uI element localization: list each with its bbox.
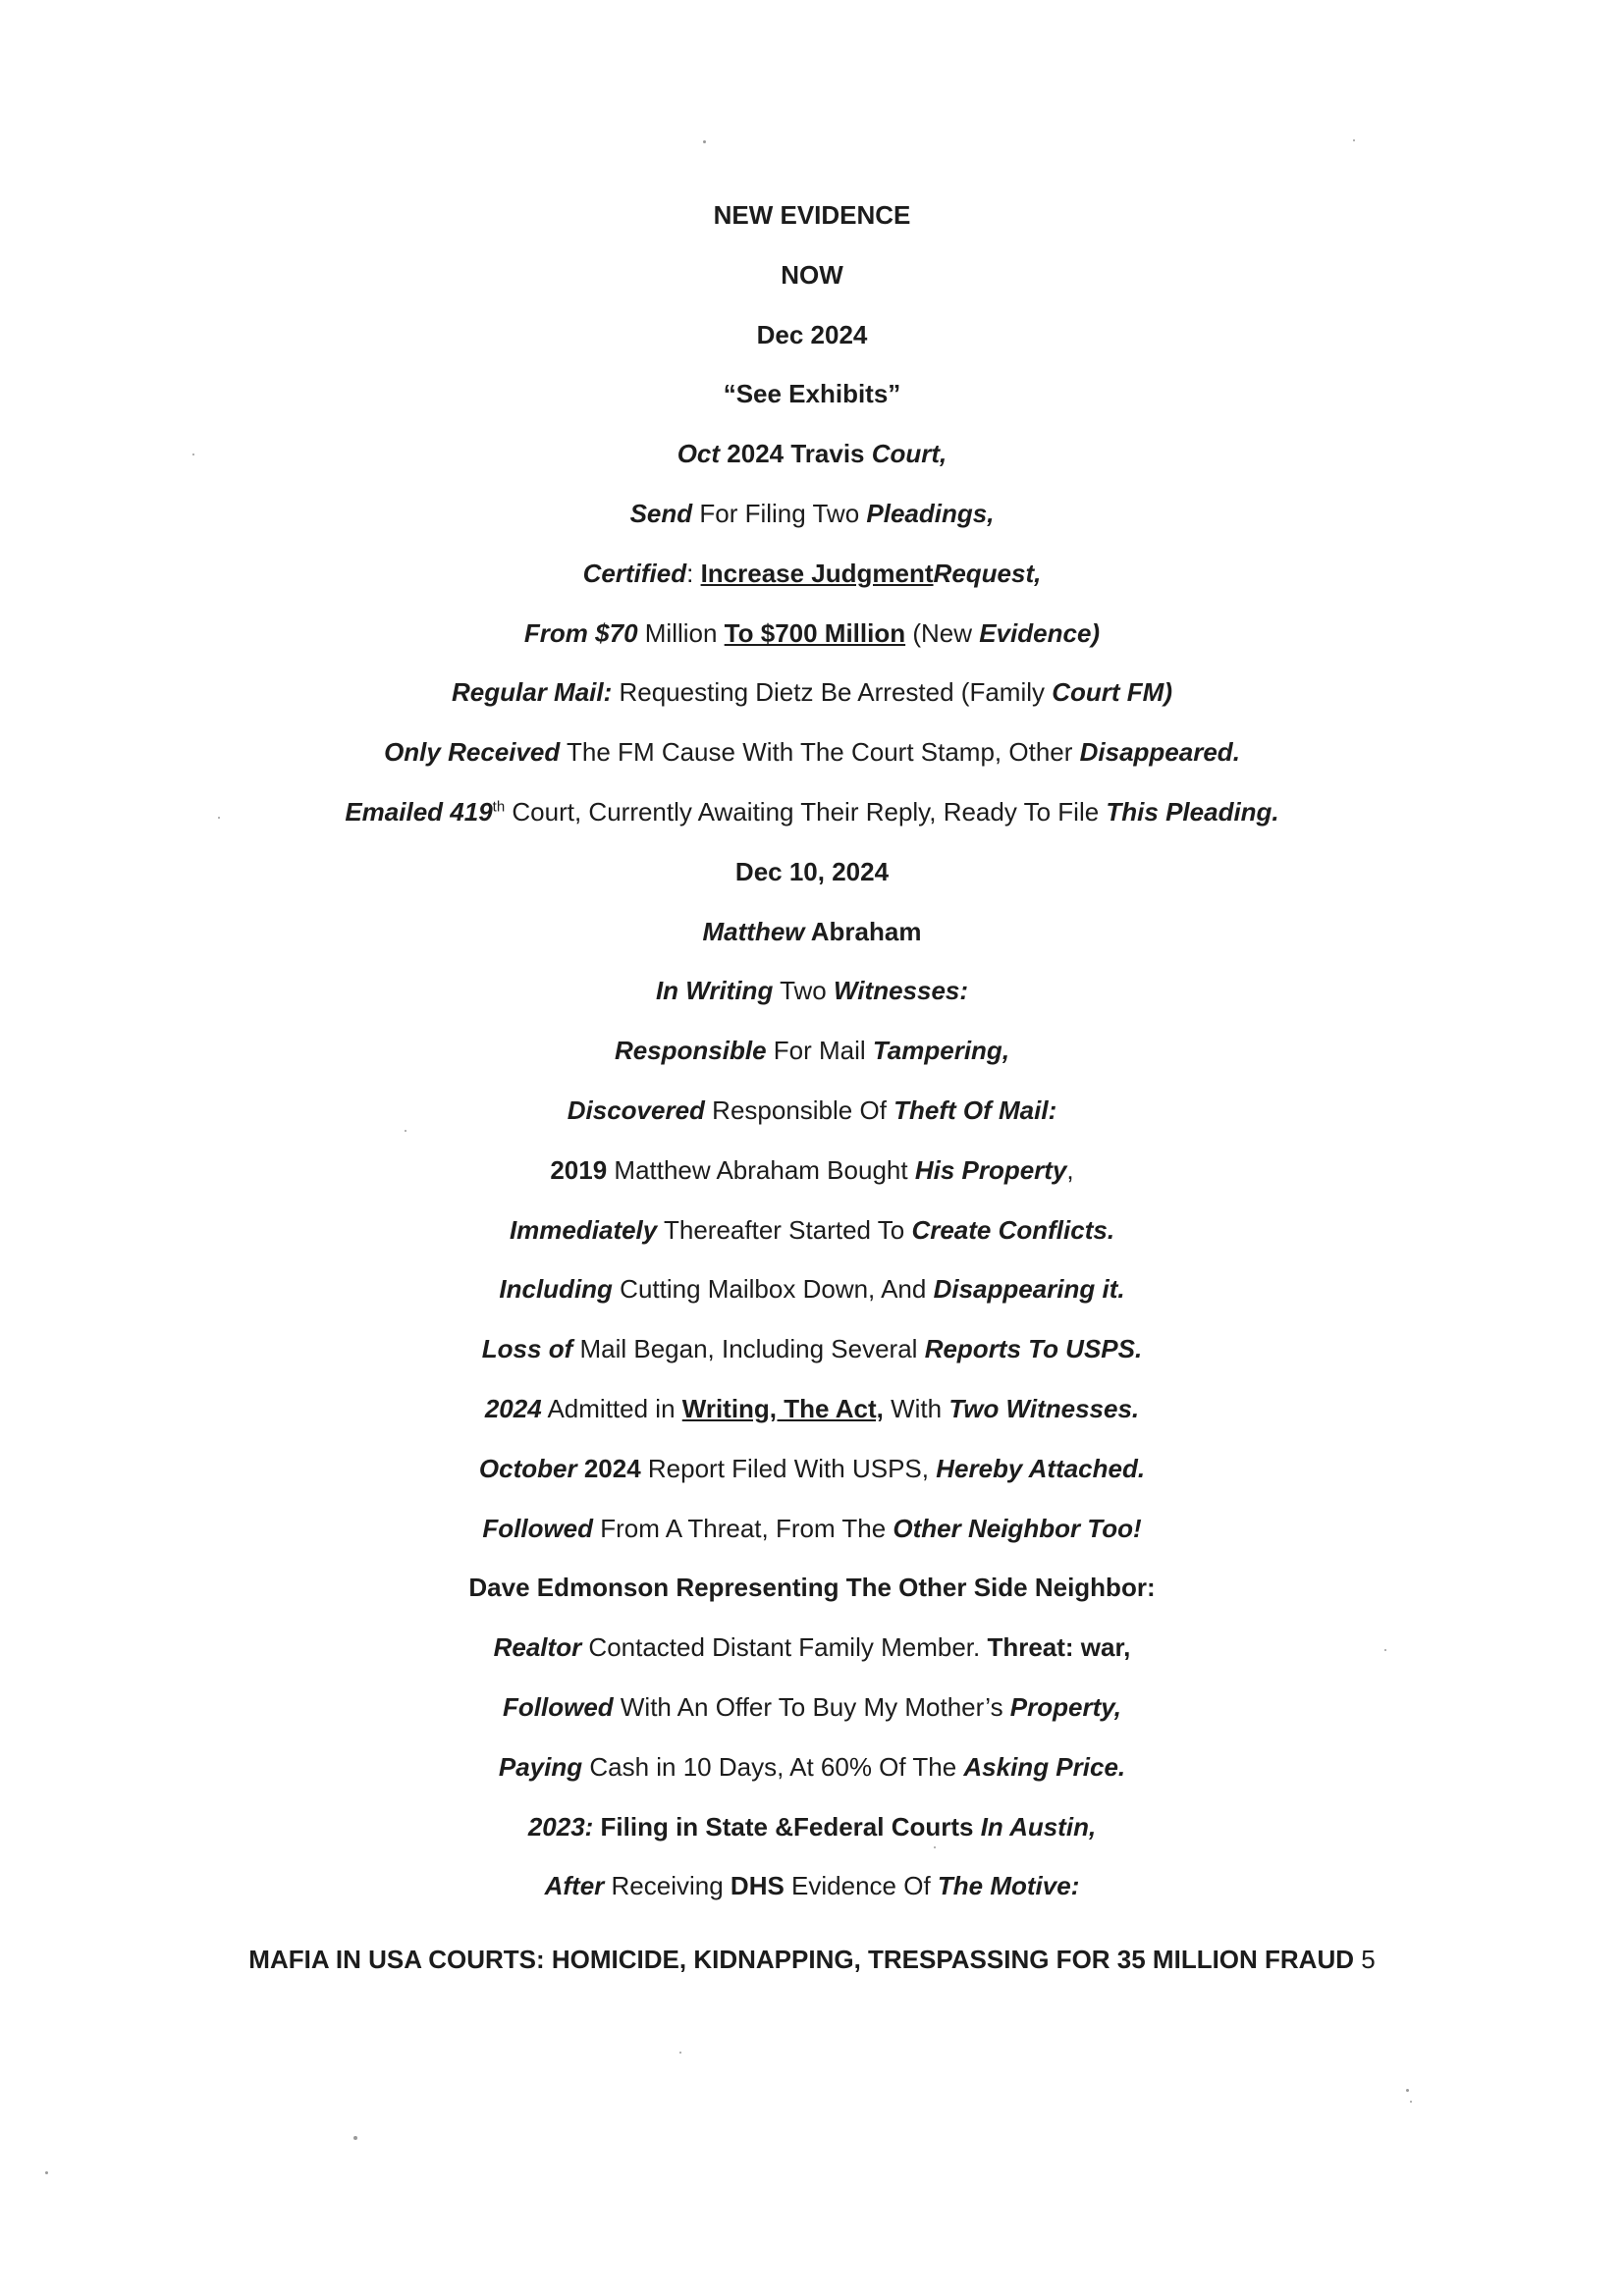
text-run: With xyxy=(883,1394,949,1423)
scan-speck xyxy=(45,2171,48,2174)
document-line xyxy=(0,915,1624,948)
text-run: Only Received xyxy=(384,737,561,767)
text-run: For Filing Two xyxy=(692,499,867,528)
text-run: Disappeared. xyxy=(1079,737,1240,767)
text-run: NEW EVIDENCE xyxy=(713,200,911,230)
document-line xyxy=(0,1571,1624,1604)
document-line xyxy=(0,1869,1624,1902)
text-run: : xyxy=(686,559,701,588)
page-number: 5 xyxy=(1361,1945,1376,1974)
text-run: Discovered xyxy=(567,1095,705,1125)
document-line xyxy=(0,974,1624,1007)
document-line xyxy=(0,1392,1624,1425)
document-line xyxy=(0,198,1624,232)
text-run: With An Offer To Buy My Mother’s xyxy=(613,1692,1010,1722)
scan-speck xyxy=(405,1130,406,1132)
text-run: Paying xyxy=(498,1752,583,1782)
text-run: Court, xyxy=(871,439,947,468)
text-run: Dave Edmonson Representing The Other Side Neighbor: xyxy=(468,1573,1156,1602)
text-run: Requesting Dietz Be Arrested (Family xyxy=(612,677,1053,707)
text-run: Witnesses: xyxy=(834,976,969,1005)
footer-title: MAFIA IN USA COURTS: HOMICIDE, KIDNAPPING, TRESPASSING FOR 35 MILLION FRAUD xyxy=(248,1945,1355,1974)
text-run: Property, xyxy=(1009,1692,1121,1722)
document-line xyxy=(0,437,1624,470)
document-line xyxy=(0,1034,1624,1067)
text-run: To $700 Million xyxy=(724,618,906,648)
text-run: Reports To USPS. xyxy=(924,1334,1143,1363)
text-run: “See Exhibits” xyxy=(723,379,901,408)
document-line xyxy=(0,1213,1624,1247)
text-run: The Motive: xyxy=(937,1871,1080,1900)
text-run: Threat: war, xyxy=(987,1632,1131,1662)
text-run: Regular Mail: xyxy=(452,677,613,707)
document-line xyxy=(0,1272,1624,1306)
document-line xyxy=(0,795,1624,828)
document-line xyxy=(0,1512,1624,1545)
text-run: Court FM) xyxy=(1052,677,1172,707)
text-run: Abraham xyxy=(804,917,922,946)
scan-speck xyxy=(703,140,706,143)
text-run: From $70 xyxy=(523,618,638,648)
text-run: Report Filed With USPS, xyxy=(640,1454,937,1483)
text-run: , xyxy=(1066,1155,1074,1185)
text-run: From A Threat, From The xyxy=(593,1514,893,1543)
text-run: (New xyxy=(905,618,980,648)
text-run: Writing, The Act, xyxy=(681,1394,884,1423)
text-run: Cash in 10 Days, At 60% Of The xyxy=(582,1752,964,1782)
text-run: Send xyxy=(629,499,693,528)
text-run: Responsible Of xyxy=(704,1095,894,1125)
text-run: Million xyxy=(637,618,725,648)
text-run: Loss of xyxy=(481,1334,573,1363)
text-run: NOW xyxy=(781,260,843,290)
text-run: Followed xyxy=(503,1692,614,1722)
text-run: 2024 Travis xyxy=(720,439,872,468)
text-run: For Mail xyxy=(766,1036,873,1065)
text-run: Theft Of Mail: xyxy=(893,1095,1057,1125)
text-run: Asking Price. xyxy=(963,1752,1126,1782)
text-run: Contacted Distant Family Member. xyxy=(581,1632,988,1662)
text-run: Create Conflicts. xyxy=(911,1215,1115,1245)
text-run: Two xyxy=(773,976,834,1005)
document-line xyxy=(0,1630,1624,1664)
text-run: Certified xyxy=(582,559,687,588)
text-run: Dec 2024 xyxy=(756,320,868,349)
document-line xyxy=(0,855,1624,888)
text-run: The FM Cause With The Court Stamp, Other xyxy=(560,737,1080,767)
scan-speck xyxy=(218,817,220,819)
text-run: Pleadings, xyxy=(866,499,995,528)
text-run: Including xyxy=(499,1274,613,1304)
scan-speck xyxy=(353,2136,357,2140)
scan-speck xyxy=(1353,139,1355,141)
page-footer xyxy=(0,1943,1624,1976)
text-run: Increase Judgment xyxy=(700,559,934,588)
text-run: Dec 10, 2024 xyxy=(734,857,890,886)
text-run: 2019 xyxy=(550,1155,608,1185)
document-line xyxy=(0,1750,1624,1784)
scan-speck xyxy=(679,2052,681,2054)
document-line xyxy=(0,258,1624,292)
scan-speck xyxy=(1384,1649,1386,1651)
text-run: After xyxy=(544,1871,605,1900)
text-run: Hereby Attached. xyxy=(936,1454,1146,1483)
text-run: His Property xyxy=(914,1155,1067,1185)
document-line xyxy=(0,616,1624,650)
text-run: Other Neighbor Too! xyxy=(893,1514,1142,1543)
text-run: Matthew Abraham Bought xyxy=(607,1155,915,1185)
text-run: 2023: xyxy=(527,1812,594,1842)
text-run: Court, Currently Awaiting Their Reply, Ready To File xyxy=(505,797,1107,827)
text-run: In Austin, xyxy=(980,1812,1097,1842)
scan-speck xyxy=(1406,2089,1409,2092)
document-line xyxy=(0,1452,1624,1485)
text-run: Realtor xyxy=(493,1632,582,1662)
text-run: Matthew xyxy=(702,917,805,946)
text-run: Thereafter Started To xyxy=(657,1215,912,1245)
text-run: Cutting Mailbox Down, And xyxy=(612,1274,934,1304)
text-run: Emailed 419 xyxy=(345,797,493,827)
document-line xyxy=(0,497,1624,530)
document-line xyxy=(0,1153,1624,1187)
text-run: October xyxy=(478,1454,577,1483)
text-run: th xyxy=(492,798,506,816)
scan-speck xyxy=(1410,2101,1412,2103)
document-line xyxy=(0,1810,1624,1843)
text-run: Responsible xyxy=(614,1036,767,1065)
document-line xyxy=(0,557,1624,590)
text-run: Admitted in xyxy=(541,1394,682,1423)
scan-speck xyxy=(934,1846,936,1848)
text-run: Followed xyxy=(482,1514,594,1543)
text-run: 2024 xyxy=(484,1394,542,1423)
scan-speck xyxy=(192,454,194,455)
text-run: Request, xyxy=(933,559,1042,588)
text-run: 2024 xyxy=(576,1454,641,1483)
text-run: Oct xyxy=(677,439,721,468)
document-line xyxy=(0,735,1624,769)
text-run: Two Witnesses. xyxy=(948,1394,1140,1423)
document-line xyxy=(0,377,1624,410)
text-run: Immediately xyxy=(509,1215,658,1245)
text-run: DHS xyxy=(730,1871,785,1900)
document-line xyxy=(0,1332,1624,1365)
document-line xyxy=(0,675,1624,709)
text-run: Tampering, xyxy=(872,1036,1010,1065)
text-run: Evidence Of xyxy=(784,1871,938,1900)
text-run: This Pleading. xyxy=(1106,797,1279,827)
text-run: In Writing xyxy=(655,976,774,1005)
text-run: Mail Began, Including Several xyxy=(572,1334,925,1363)
document-line xyxy=(0,1690,1624,1724)
text-run: Filing in State &Federal Courts xyxy=(593,1812,981,1842)
document-line xyxy=(0,318,1624,351)
text-run: Disappearing it. xyxy=(933,1274,1125,1304)
text-run: Evidence) xyxy=(979,618,1101,648)
text-run: Receiving xyxy=(604,1871,731,1900)
document-line xyxy=(0,1094,1624,1127)
